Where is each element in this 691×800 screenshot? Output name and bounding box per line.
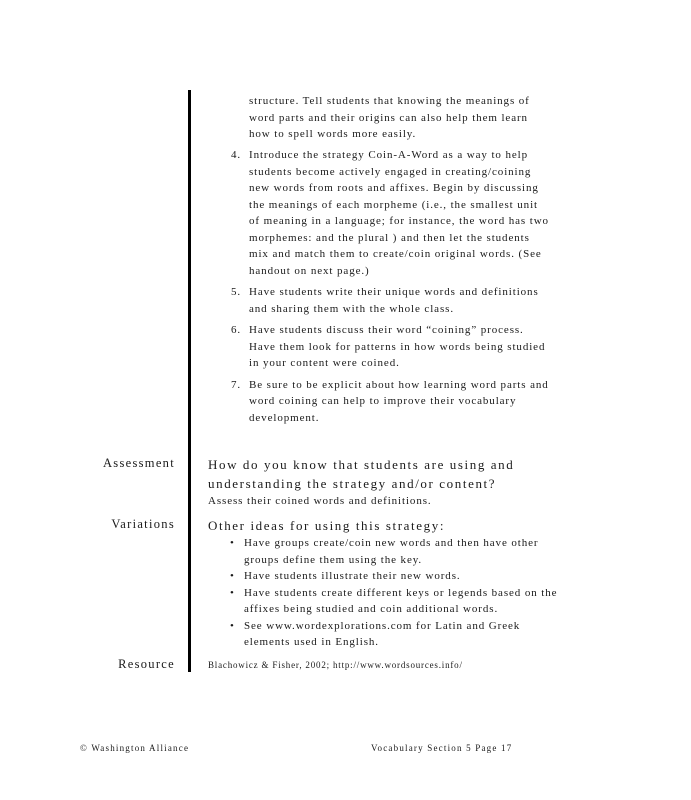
variation-text: See www.wordexplorations.com for Latin and Greek elements used in English. bbox=[244, 619, 521, 648]
list-item bbox=[230, 535, 558, 568]
list-item bbox=[230, 585, 558, 618]
assessment-label: Assessment bbox=[102, 456, 175, 470]
variation-text: Have students illustrate their new words. bbox=[244, 570, 461, 582]
assessment-section bbox=[208, 455, 558, 510]
variation-text: Have students create different keys or legends based on the affixes being studied and coin additional words. bbox=[244, 586, 558, 615]
footer-page-info: Vocabulary Section 5 Page 17 bbox=[371, 743, 513, 753]
procedure-steps bbox=[231, 147, 551, 431]
resource-citation: Blachowicz & Fisher, 2002; http://www.wordsources.info/ bbox=[208, 660, 463, 670]
list-item bbox=[231, 147, 551, 279]
step-number: 6. bbox=[231, 324, 242, 336]
variations-label: Variations bbox=[111, 517, 175, 531]
bullet-icon: • bbox=[230, 537, 235, 549]
step-number: 4. bbox=[231, 149, 242, 161]
list-item bbox=[230, 568, 558, 585]
assessment-answer: Assess their coined words and definitions. bbox=[208, 495, 432, 507]
list-item bbox=[230, 618, 558, 651]
bullet-icon: • bbox=[230, 619, 235, 632]
list-item bbox=[231, 284, 551, 317]
step-text: Introduce the strategy Coin-A-Word as a way to help students become actively engaged in creating/coining new words from roots and affixes. Begin by discussing the meanings of each morpheme (i.e., the smallest unit of meaning in a language; for instance, the word has two morphemes: and the plural ) and then let the students mix and match them to create/coin original words. (See handout on next page.) bbox=[249, 149, 549, 277]
step-text: Have students discuss their word “coining” process. Have them look for patterns in how words being studied in your content were coined. bbox=[249, 324, 546, 369]
step-number: 5. bbox=[231, 286, 242, 298]
list-item bbox=[231, 322, 551, 372]
assessment-question: How do you know that students are using and understanding the strategy and/or content? bbox=[208, 457, 515, 491]
procedure-continuation: structure. Tell students that knowing the meanings of word parts and their origins can also help them learn how to spell words more easily. bbox=[249, 95, 530, 140]
list-item bbox=[231, 377, 551, 427]
resource-label: Resource bbox=[118, 657, 175, 671]
footer-copyright: © Washington Alliance bbox=[80, 743, 190, 753]
variations-section bbox=[208, 516, 558, 651]
step-text: Have students write their unique words and definitions and sharing them with the whole class. bbox=[249, 286, 539, 315]
vertical-divider bbox=[188, 90, 191, 672]
variation-text: Have groups create/coin new words and then have other groups define them using the key. bbox=[244, 537, 539, 566]
variations-heading: Other ideas for using this strategy: bbox=[208, 518, 446, 533]
step-number: 7. bbox=[231, 378, 242, 391]
bullet-icon: • bbox=[230, 570, 235, 582]
variations-list bbox=[208, 535, 558, 651]
bullet-icon: • bbox=[230, 586, 235, 599]
step-text: Be sure to be explicit about how learning word parts and word coining can help to improve their vocabulary development. bbox=[249, 378, 549, 424]
